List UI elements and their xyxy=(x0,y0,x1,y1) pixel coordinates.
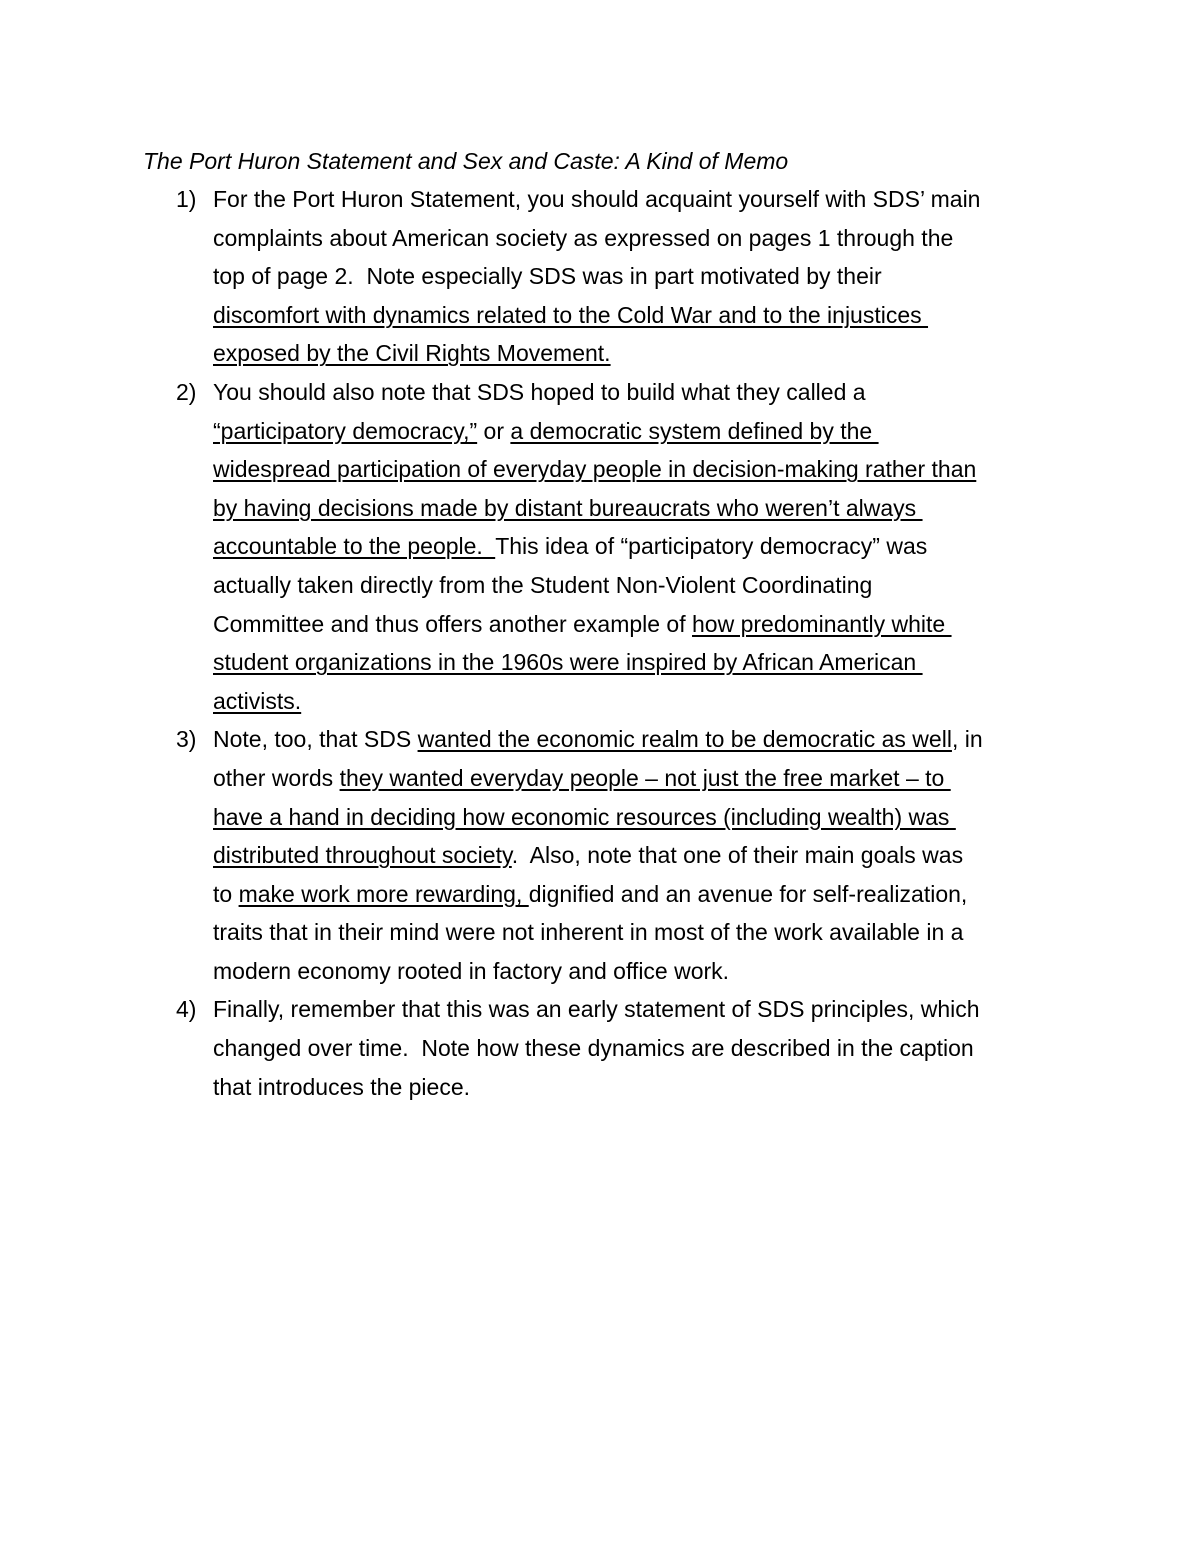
text-run: Finally, remember that this was an early statement of SDS principles, which xyxy=(213,996,980,1023)
list-item-number: 4) xyxy=(176,996,197,1023)
text-line xyxy=(213,373,1103,412)
list-item-number: 1) xyxy=(176,186,197,212)
text-line xyxy=(213,990,1103,1029)
text-line xyxy=(213,257,1103,296)
text-line xyxy=(213,605,1103,644)
memo-list xyxy=(143,180,1103,1106)
underlined-text: discomfort with dynamics related to the Cold War and to the injustices xyxy=(213,301,929,328)
text-run: Note, too, that SDS xyxy=(213,726,418,753)
text-run: You should also note that SDS hoped to build what they called a xyxy=(213,378,866,405)
list-item-number: 2) xyxy=(176,378,197,405)
text-run: . Also, note that one of their main goals was xyxy=(511,842,964,869)
underlined-text: exposed by the Civil Rights Movement. xyxy=(213,340,611,367)
text-run: or xyxy=(477,417,511,444)
underlined-text: they wanted everyday people – not just the free market – to xyxy=(339,764,951,791)
list-item xyxy=(143,373,1103,720)
text-line xyxy=(213,527,1103,566)
text-line xyxy=(213,219,1103,258)
text-run: For the Port Huron Statement, you should acquaint yourself with SDS’ main xyxy=(213,186,981,212)
text-line xyxy=(213,913,1103,952)
text-line xyxy=(213,682,1103,721)
document-title: The Port Huron Statement and Sex and Caste: A Kind of Memo xyxy=(143,148,789,174)
text-line xyxy=(213,798,1103,837)
underlined-text: make work more rewarding, xyxy=(238,880,529,907)
underlined-text: accountable to the people. xyxy=(213,533,496,560)
text-line xyxy=(213,296,1103,335)
underlined-text: a democratic system defined by the xyxy=(510,417,879,444)
text-run: changed over time. Note how these dynamics are described in the caption xyxy=(213,1035,974,1062)
text-line xyxy=(213,566,1103,605)
text-run: other words xyxy=(213,764,340,791)
underlined-text: “participatory democracy,” xyxy=(213,417,478,444)
text-run: traits that in their mind were not inherent in most of the work available in a xyxy=(213,919,964,946)
text-run: complaints about American society as expressed on pages 1 through the xyxy=(213,224,954,251)
text-line xyxy=(213,334,1103,373)
list-item xyxy=(143,720,1103,990)
text-line xyxy=(213,836,1103,875)
underlined-text: distributed throughout society xyxy=(213,842,512,869)
text-run: , in xyxy=(951,726,983,753)
text-line xyxy=(213,875,1103,914)
underlined-text: by having decisions made by distant bureaucrats who weren’t always xyxy=(213,494,923,521)
underlined-text: have a hand in deciding how economic resources (including wealth) was xyxy=(213,803,956,830)
text-line xyxy=(213,450,1103,489)
underlined-text: widespread participation of everyday people in decision-making rather than xyxy=(213,456,977,483)
text-run: modern economy rooted in factory and office work. xyxy=(213,957,730,984)
text-line xyxy=(213,952,1103,991)
text-line xyxy=(213,489,1103,528)
underlined-text: student organizations in the 1960s were inspired by African American xyxy=(213,649,923,676)
underlined-text: how predominantly white xyxy=(692,610,952,637)
list-item xyxy=(143,180,1103,373)
text-run: This idea of “participatory democracy” was xyxy=(495,533,928,560)
underlined-text: activists. xyxy=(213,687,302,714)
text-run: that introduces the piece. xyxy=(213,1073,470,1100)
underlined-text: wanted the economic realm to be democratic as well xyxy=(417,726,952,753)
text-line xyxy=(213,759,1103,798)
text-line xyxy=(213,180,1103,219)
text-line xyxy=(213,643,1103,682)
text-line xyxy=(213,1029,1103,1068)
text-run: dignified and an avenue for self-realization, xyxy=(528,880,968,907)
text-run: actually taken directly from the Student Non-Violent Coordinating xyxy=(213,571,873,598)
text-line xyxy=(213,412,1103,451)
list-item-number: 3) xyxy=(176,726,197,753)
text-run: Committee and thus offers another example of xyxy=(213,610,693,637)
text-line xyxy=(213,1068,1103,1107)
text-run: top of page 2. Note especially SDS was in part motivated by their xyxy=(213,263,882,290)
list-item xyxy=(143,990,1103,1106)
text-run: to xyxy=(213,880,239,907)
text-line xyxy=(213,720,1103,759)
